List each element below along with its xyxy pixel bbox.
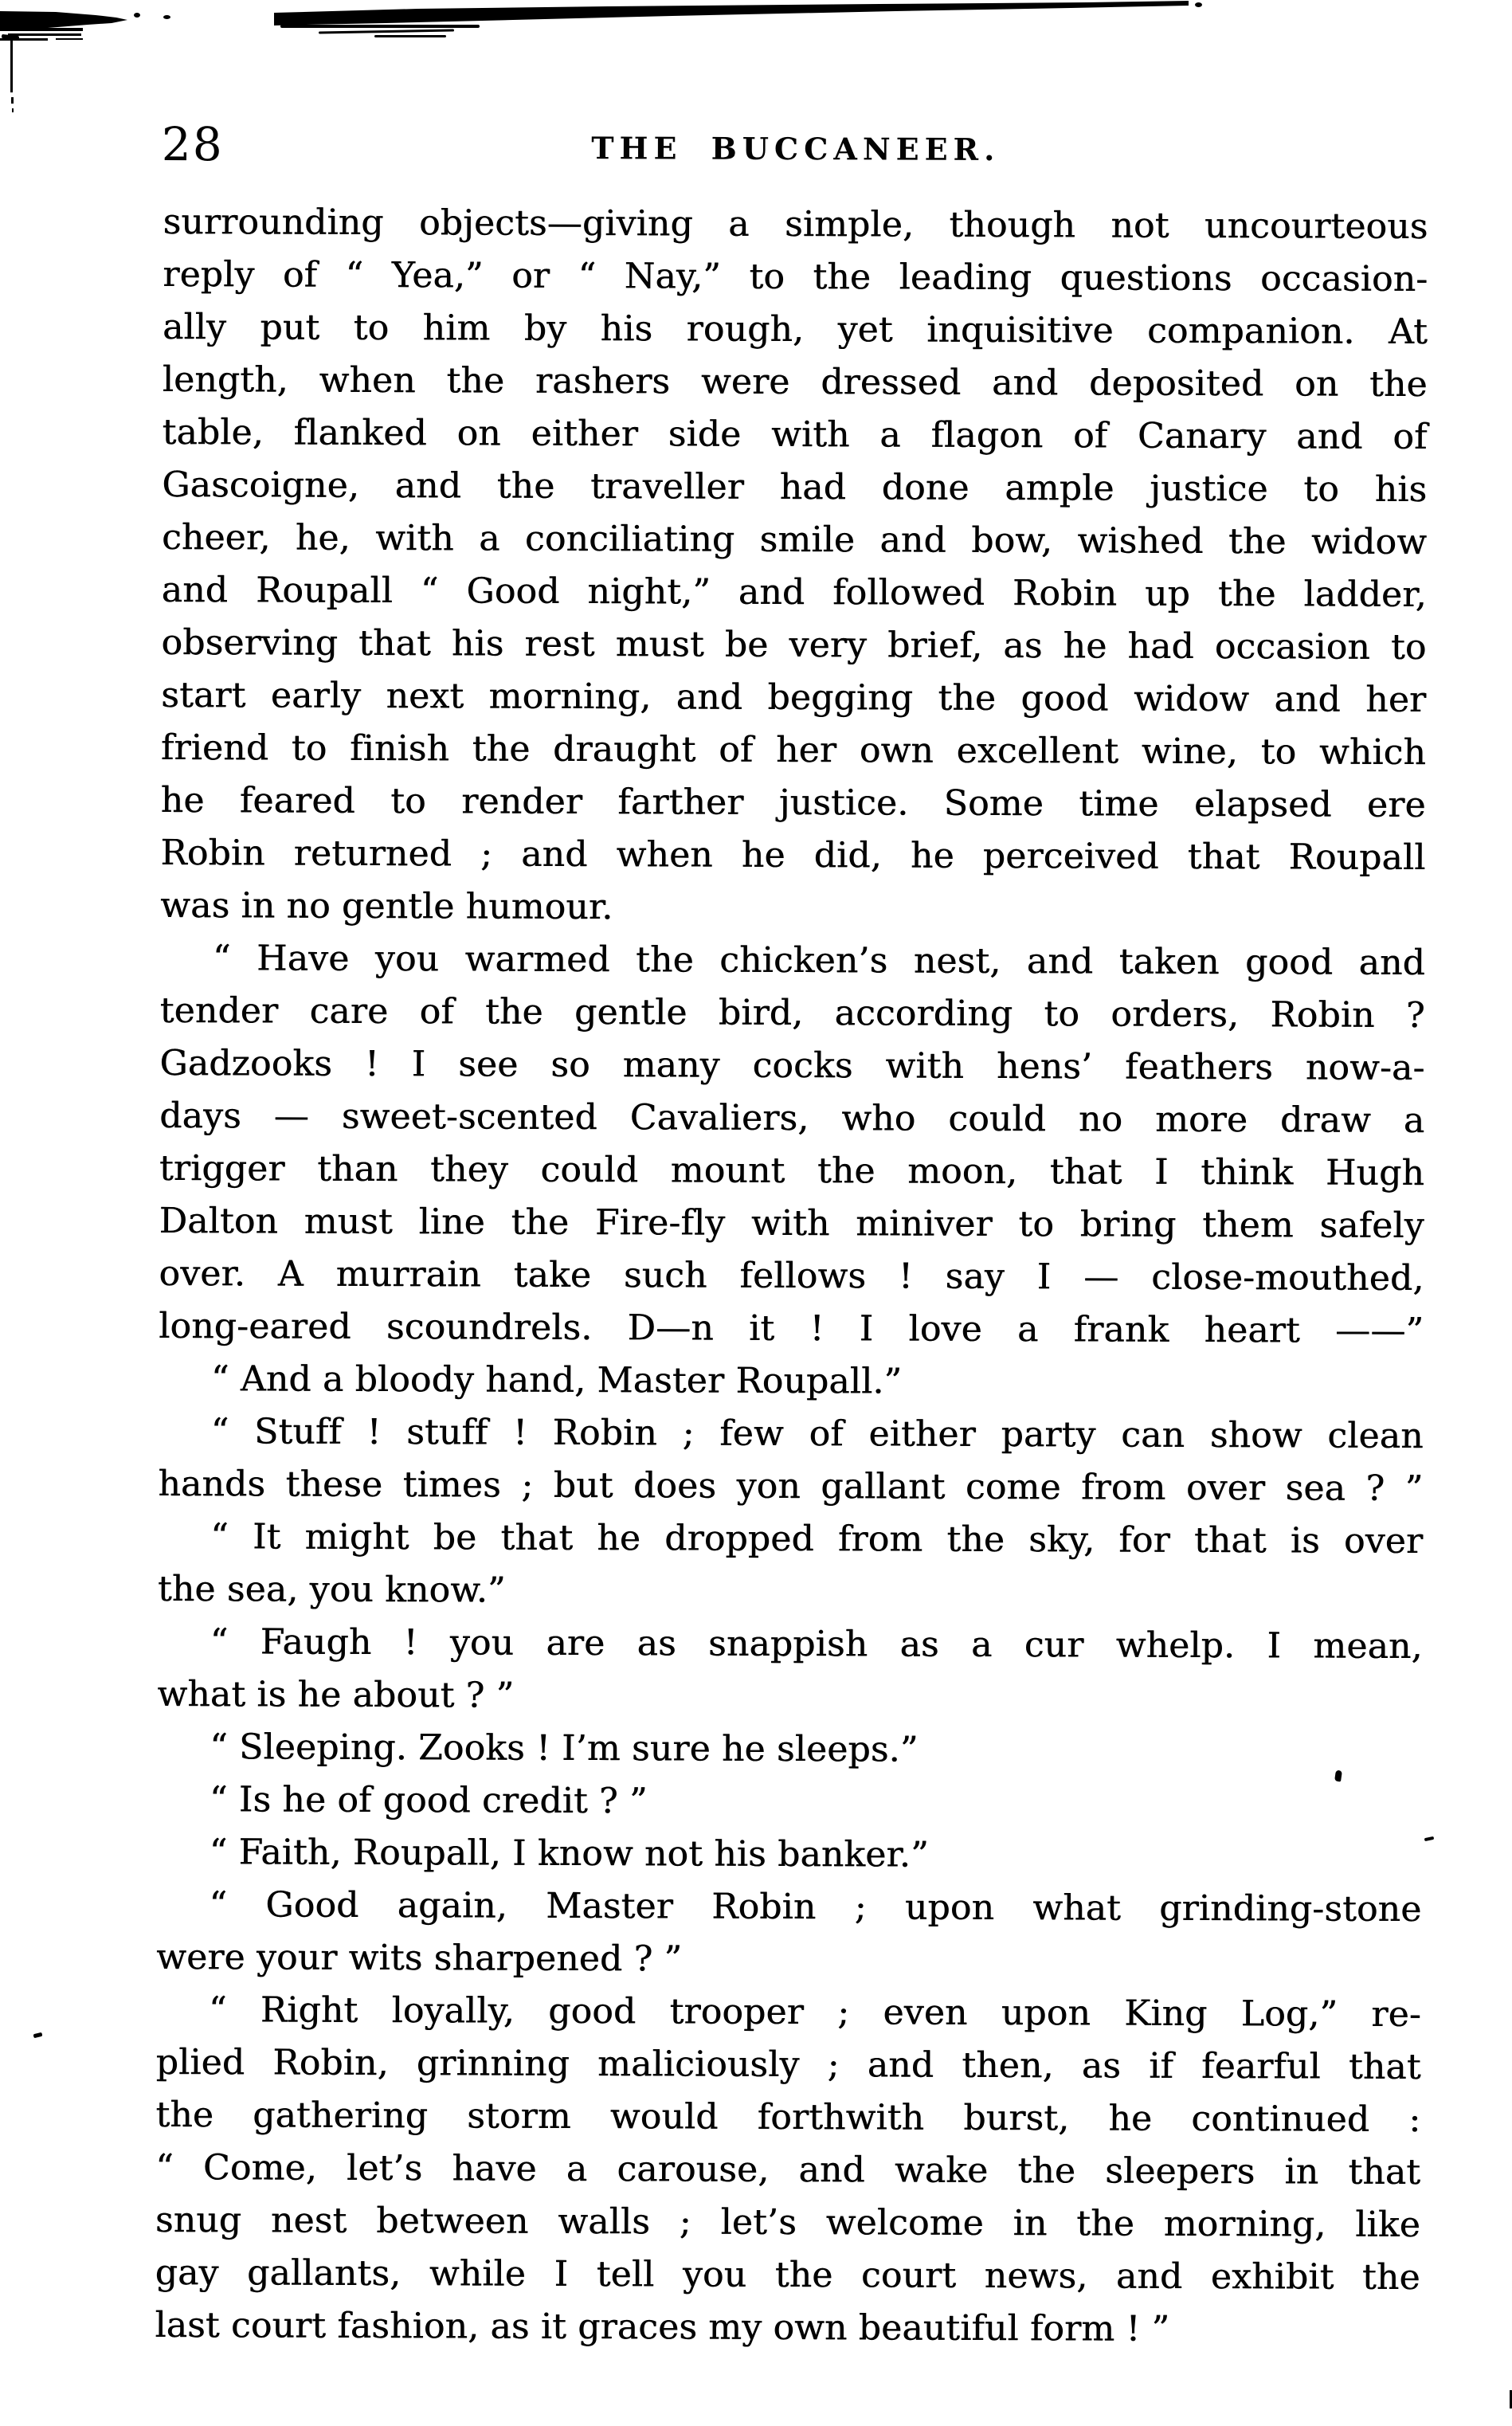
scan-artifact-band-fuzz <box>280 25 480 28</box>
text-line: plied Robin, grinning maliciously ; and then, as if fearful that <box>155 2041 1421 2088</box>
text-line: friend to finish the draught of her own excellent wine, to which <box>160 727 1427 774</box>
text-line: “ Faugh ! you are as snappish as a cur whelp. I mean, <box>210 1621 1423 1668</box>
scan-artifact-vertical-line <box>10 38 13 92</box>
text-line: surrounding objects—giving a simple, though not uncourteous <box>163 201 1428 248</box>
text-line: what is he about ? ” <box>157 1673 515 1716</box>
body-text <box>155 196 1428 2357</box>
scan-artifact-band-fuzz <box>319 29 454 34</box>
text-line: “ Have you warmed the chicken’s nest, and taken good and <box>212 938 1426 984</box>
text-line: snug nest between walls ; let’s welcome in the morning, like <box>155 2199 1420 2246</box>
scan-artifact-speck <box>134 13 140 18</box>
text-line: “ Faith, Roupall, I know not his banker.” <box>209 1832 929 1875</box>
scan-artifact-streak <box>8 33 81 36</box>
text-line: ally put to him by his rough, yet inquisitive companion. At <box>162 306 1428 353</box>
text-line: long-eared scoundrels. D—n it ! I love a frank heart ——” <box>159 1305 1424 1352</box>
scan-artifact-dash <box>11 97 14 104</box>
text-line: “ Sleeping. Zooks ! I’m sure he sleeps.” <box>210 1726 919 1770</box>
text-line: reply of “ Yea,” or “ Nay,” to the leading questions occasion- <box>163 253 1428 300</box>
text-line: “ Right loyally, good trooper ; even upon King Log,” re- <box>208 1989 1421 2036</box>
scan-artifact-speck <box>163 15 170 19</box>
text-line: Gadzooks ! I see so many cocks with hens’ feathers now-a- <box>159 1042 1425 1089</box>
page-number: 28 <box>161 116 224 172</box>
text-line: Gascoigne, and the traveller had done ample justice to his <box>162 464 1428 511</box>
text-line: gay gallants, while I tell you the court news, and exhibit the <box>155 2252 1420 2299</box>
text-line: “ Stuff ! stuff ! Robin ; few of either party can show clean <box>210 1411 1424 1457</box>
text-line: “ It might be that he dropped from the sky, for that is over <box>210 1516 1424 1562</box>
text-line: were your wits sharpened ? ” <box>156 1936 683 1980</box>
text-line: the sea, you know.” <box>157 1568 506 1611</box>
scan-artifact-left-speck <box>33 2032 43 2039</box>
text-line: was in no gentle humour. <box>160 884 613 928</box>
text-line: trigger than they could mount the moon, that I think Hugh <box>159 1147 1425 1194</box>
scan-artifact-streak <box>0 28 83 31</box>
text-line: hands these times ; but does yon gallant come from over sea ? ” <box>158 1463 1424 1510</box>
text-line: table, flanked on either side with a flagon of Canary and of <box>162 411 1428 458</box>
text-line: and Roupall “ Good night,” and followed Robin up the ladder, <box>161 569 1427 616</box>
running-title: THE BUCCANEER. <box>591 130 1001 168</box>
text-line: Dalton must line the Fire-fly with miniver to bring them safely <box>159 1200 1424 1247</box>
text-line: Robin returned ; and when he did, he perceived that Roupall <box>160 832 1426 879</box>
text-line: tender care of the gentle bird, according to orders, Robin ? <box>159 990 1425 1037</box>
text-line: start early next morning, and begging the good widow and her <box>161 674 1427 721</box>
text-line: “ Good again, Master Robin ; upon what grinding-stone <box>209 1884 1422 1930</box>
text-line: “ And a bloody hand, Master Roupall.” <box>210 1358 903 1402</box>
scan-artifact-band-fuzz <box>374 35 446 37</box>
text-line: days — sweet-scented Cavaliers, who could no more draw a <box>159 1095 1425 1142</box>
scan-artifact-dot <box>1195 2 1202 7</box>
text-line: cheer, he, with a conciliating smile and bow, wished the widow <box>161 516 1428 563</box>
text-line: last court fashion, as it graces my own beautiful form ! ” <box>155 2304 1170 2350</box>
scan-artifact-dash-speck <box>1424 1836 1435 1841</box>
text-line: “ Is he of good credit ? ” <box>209 1779 648 1822</box>
scan-artifact-top-band <box>274 1 1189 28</box>
page-content <box>155 116 1428 2357</box>
text-line: observing that his rest must be very brief, as he had occasion to <box>161 621 1427 668</box>
scan-artifact-streak <box>56 38 83 40</box>
text-line: over. A murrain take such fellows ! say I — close-mouthed, <box>159 1252 1424 1299</box>
text-line: “ Come, let’s have a carouse, and wake the sleepers in that <box>155 2146 1421 2193</box>
text-line: length, when the rashers were dressed and deposited on the <box>162 359 1428 406</box>
page-header <box>161 116 1428 201</box>
text-line: he feared to render farther justice. Some time elapsed ere <box>160 779 1426 826</box>
scan-artifact-dash <box>12 108 14 112</box>
text-line: the gathering storm would forthwith burst, he continued : <box>155 2094 1421 2141</box>
